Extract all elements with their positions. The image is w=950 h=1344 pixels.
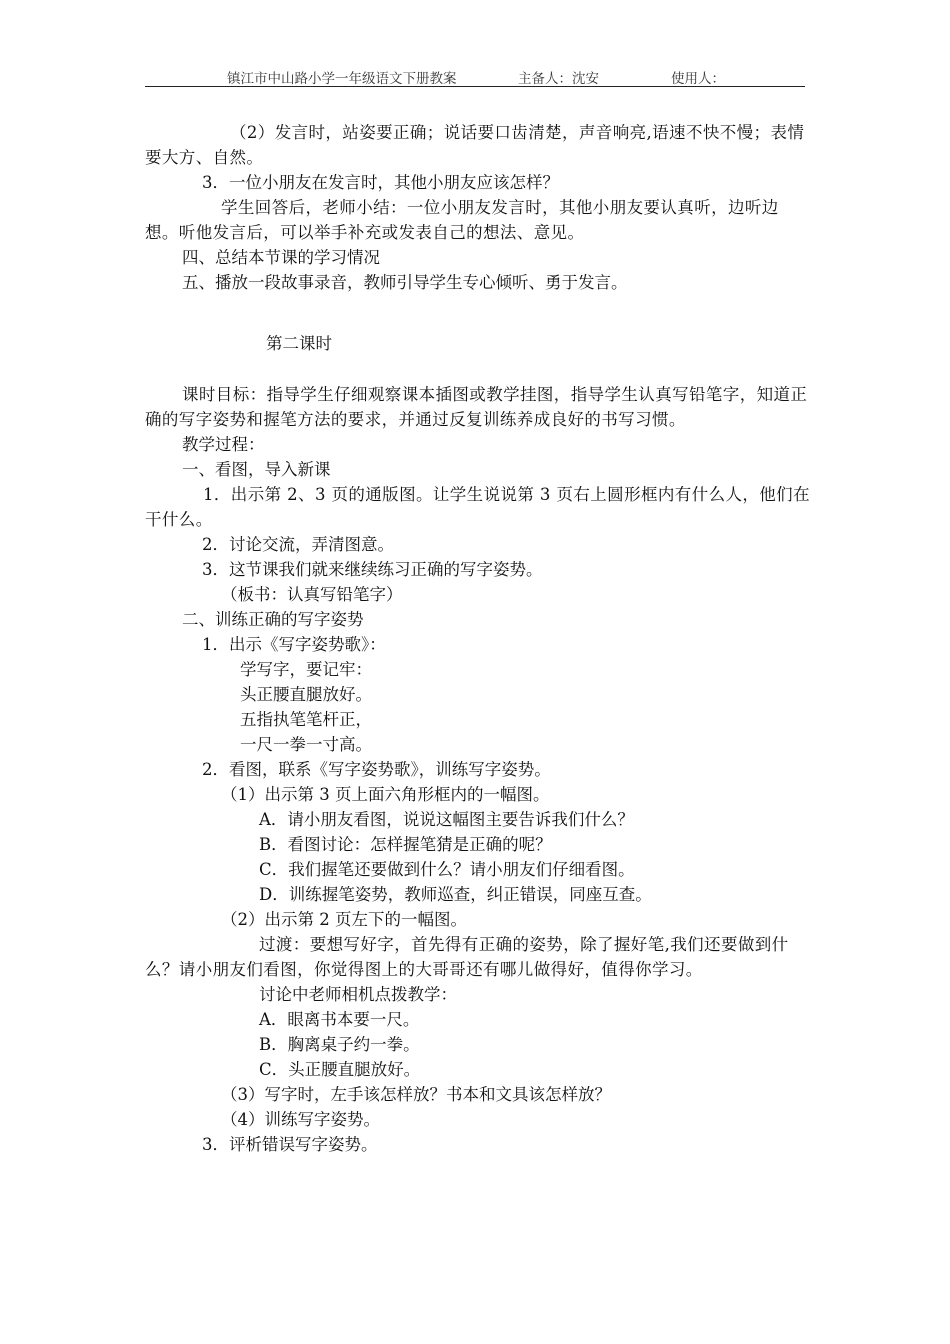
paragraph: 过渡：要想写好字，首先得有正确的姿势，除了握好笔,我们还要做到什么？请小朋友们看图，你觉得图上的大哥哥还有哪儿做得好，值得你学习。 xyxy=(145,935,789,979)
list-item: D．训练握笔姿势，教师巡查，纠正错误，同座互查。 xyxy=(259,885,652,904)
text-line: （3）写字时，左手该怎样放？书本和文具该怎样放？ xyxy=(221,1085,611,1104)
paragraph: 课时目标：指导学生仔细观察课本插图或教学挂图，指导学生认真写铅笔字，知道正确的写字姿势和握笔方法的要求，并通过反复训练养成良好的书写习惯。 xyxy=(145,385,808,429)
header-user: 使用人： xyxy=(671,71,725,87)
section-heading: 四、总结本节课的学习情况 xyxy=(182,248,380,267)
header-preparer: 主备人：沈安 xyxy=(518,71,599,87)
paragraph: 学生回答后，老师小结：一位小朋友发言时，其他小朋友要认真听，边听边想。听他发言后，可以举手补充或发表自己的想法、意见。 xyxy=(145,198,779,242)
text-line: 3．评析错误写字姿势。 xyxy=(202,1135,378,1154)
text-line: 1．出示《写字姿势歌》： xyxy=(202,635,386,654)
text-line: （2）出示第 2 页左下的一幅图。 xyxy=(221,910,467,929)
list-item: A．眼离书本要一尺。 xyxy=(259,1010,420,1029)
text-line: （1）出示第 3 页上面六角形框内的一幅图。 xyxy=(221,785,550,804)
list-item: B．看图讨论：怎样握笔猜是正确的呢？ xyxy=(259,835,552,854)
poem-line: 五指执笔笔杆正， xyxy=(240,710,372,729)
list-item: C．头正腰直腿放好。 xyxy=(259,1060,421,1079)
text-line: 教学过程： xyxy=(182,435,265,454)
poem-line: 学写字，要记牢： xyxy=(240,660,372,679)
list-item: B．胸离桌子约一拳。 xyxy=(259,1035,420,1054)
text-line: （4）训练写字姿势。 xyxy=(221,1110,380,1129)
list-item: C．我们握笔还要做到什么？请小朋友们仔细看图。 xyxy=(259,860,635,879)
section-heading: 一、看图，导入新课 xyxy=(182,460,331,479)
poem-line: 一尺一拳一寸高。 xyxy=(240,735,372,754)
text-line: 讨论中老师相机点拨教学： xyxy=(259,985,457,1004)
paragraph: 1．出示第 2、3 页的通版图。让学生说说第 3 页右上圆形框内有什么人，他们在干什么。 xyxy=(145,485,810,529)
section-heading: 五、播放一段故事录音，教师引导学生专心倾听、勇于发言。 xyxy=(182,273,628,292)
text-line: 2．讨论交流，弄清图意。 xyxy=(202,535,394,554)
spacer xyxy=(145,356,810,382)
text-line: 3．一位小朋友在发言时，其他小朋友应该怎样？ xyxy=(202,173,559,192)
text-line: （板书：认真写铅笔字） xyxy=(221,585,403,604)
text-line: 2．看图，联系《写字姿势歌》，训练写字姿势。 xyxy=(202,760,551,779)
paragraph: （2）发言时，站姿要正确；说话要口齿清楚，声音响亮,语速不快不慢；表情要大方、自然。 xyxy=(145,123,805,167)
page-header xyxy=(145,64,805,87)
poem-line: 头正腰直腿放好。 xyxy=(240,685,372,704)
list-item: A．请小朋友看图，说说这幅图主要告诉我们什么？ xyxy=(259,810,634,829)
text-line: 3．这节课我们就来继续练习正确的写字姿势。 xyxy=(202,560,543,579)
spacer xyxy=(145,295,810,331)
section-heading: 二、训练正确的写字姿势 xyxy=(182,610,364,629)
header-school-title: 镇江市中山路小学一年级语文下册教案 xyxy=(227,71,457,87)
document-body xyxy=(145,120,810,1157)
lesson-title: 第二课时 xyxy=(266,334,332,353)
